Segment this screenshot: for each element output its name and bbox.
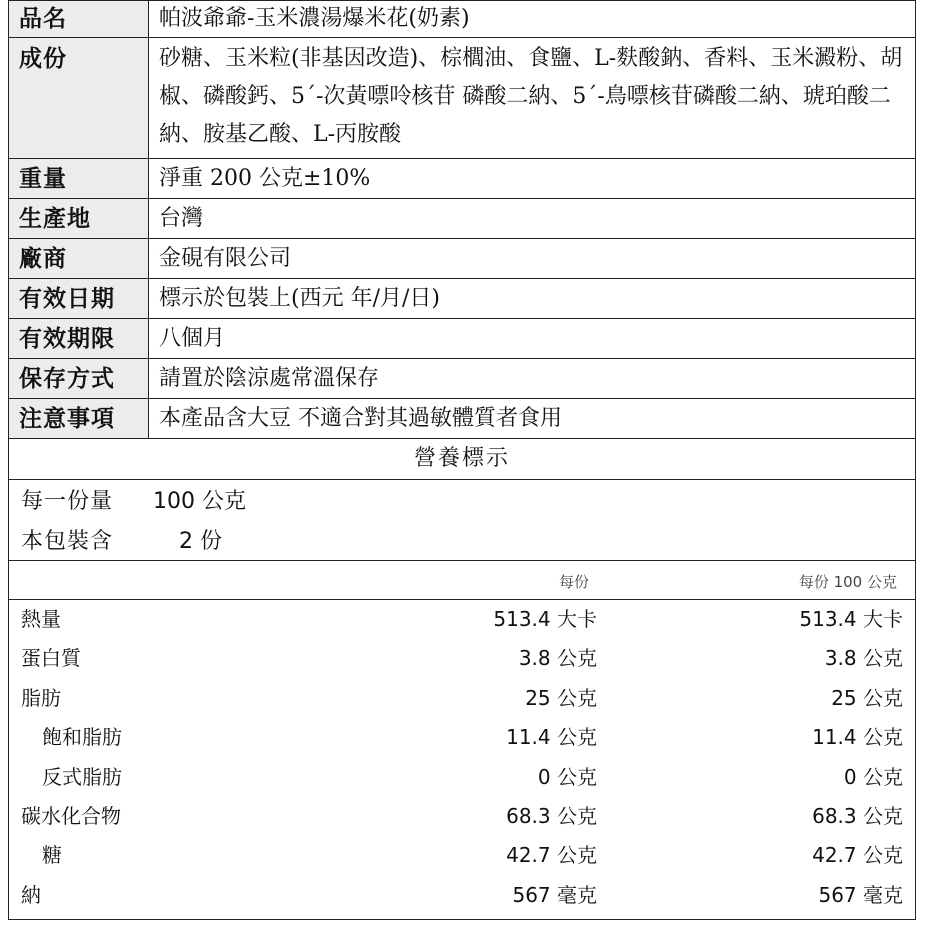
nutrient-row [9,876,915,915]
nutrition-column-headers [9,561,915,600]
info-row-shelf-life [9,319,915,359]
nutrient-value-per-serving: 11.4 公克 [506,725,597,750]
nutrient-name: 飽和脂肪 [42,725,122,750]
nutrition-title: 營養標示 [9,439,915,480]
nutrient-row [9,639,915,678]
serving-info [9,480,915,561]
nutrient-value-per-100g: 567 毫克 [818,882,903,907]
label-storage: 保存方式 [9,359,149,399]
nutrient-value-per-serving: 0 公克 [537,764,597,789]
nutrient-row [9,718,915,757]
nutrient-value-per-serving: 25 公克 [525,685,597,710]
value-origin: 台灣 [149,199,916,239]
nutrient-name: 熱量 [21,607,61,631]
column-header-per-100g: 每份 100 公克 [798,573,897,591]
nutrient-value-per-100g: 11.4 公克 [812,725,903,750]
servings-per-package-row [21,522,222,562]
nutrient-value-per-100g: 3.8 公克 [824,646,903,671]
info-row-ingredients [9,38,915,159]
nutrient-value-per-serving: 3.8 公克 [518,646,597,671]
nutrient-name: 納 [21,882,41,907]
label-notice: 注意事項 [9,399,149,439]
nutrient-value-per-100g: 25 公克 [831,685,903,710]
label-product-name: 品名 [9,1,149,38]
value-notice: 本產品含大豆 不適合對其過敏體質者食用 [149,399,916,439]
nutrient-name: 反式脂肪 [42,764,122,789]
value-shelf-life: 八個月 [149,319,916,359]
nutrient-name: 碳水化合物 [21,803,121,828]
nutrient-name: 脂肪 [21,685,61,710]
value-storage: 請置於陰涼處常溫保存 [149,359,916,399]
nutrient-name: 糖 [42,843,62,868]
label-shelf-life: 有效期限 [9,319,149,359]
nutrient-value-per-100g: 513.4 大卡 [799,607,903,631]
nutrient-row [9,758,915,797]
info-row-storage [9,359,915,399]
nutrient-list [9,600,915,915]
label-origin: 生產地 [9,199,149,239]
column-header-per-serving: 每份 [558,573,589,591]
label-expiry-date: 有效日期 [9,279,149,319]
nutrient-value-per-100g: 42.7 公克 [812,843,903,868]
servings-label: 本包裝含 [21,529,114,554]
nutrient-row [9,600,915,639]
nutrient-value-per-serving: 567 毫克 [512,882,597,907]
product-info-table [9,1,915,439]
info-row-weight [9,159,915,199]
value-product-name: 帕波爺爺-玉米濃湯爆米花(奶素) [149,1,916,38]
label-weight: 重量 [9,159,149,199]
value-ingredients: 砂糖、玉米粒(非基因改造)、棕櫚油、食鹽、L-麩酸鈉、香料、玉米澱粉、胡椒、磷酸鈣、5´-次黃嘌呤核苷 磷酸二納、5´-鳥嘌核苷磷酸二納、琥珀酸二納、胺基乙酸、L-丙胺酸 [149,38,916,159]
label-ingredients: 成份 [9,38,149,159]
nutrient-value-per-100g: 0 公克 [843,764,903,789]
value-expiry-date: 標示於包裝上(西元 年/月/日) [149,279,916,319]
nutrient-row [9,797,915,836]
serving-size-label: 每一份量 [21,489,114,514]
info-row-manufacturer [9,239,915,279]
nutrient-value-per-serving: 42.7 公克 [506,843,597,868]
nutrient-value-per-serving: 68.3 公克 [506,803,597,828]
nutrient-value-per-100g: 68.3 公克 [812,803,903,828]
servings-value: 2 份 [179,529,222,554]
info-row-product-name [9,1,915,38]
product-label-sheet [8,0,916,920]
info-row-notice [9,399,915,439]
value-manufacturer: 金硯有限公司 [149,239,916,279]
label-manufacturer: 廠商 [9,239,149,279]
value-weight: 淨重 200 公克±10% [149,159,916,199]
nutrient-row [9,836,915,875]
nutrient-name: 蛋白質 [21,646,81,671]
info-row-expiry-date [9,279,915,319]
serving-size-row [21,482,246,522]
info-row-origin [9,199,915,239]
nutrient-row [9,679,915,718]
serving-size-value: 100 公克 [153,489,246,514]
nutrient-value-per-serving: 513.4 大卡 [493,607,597,631]
